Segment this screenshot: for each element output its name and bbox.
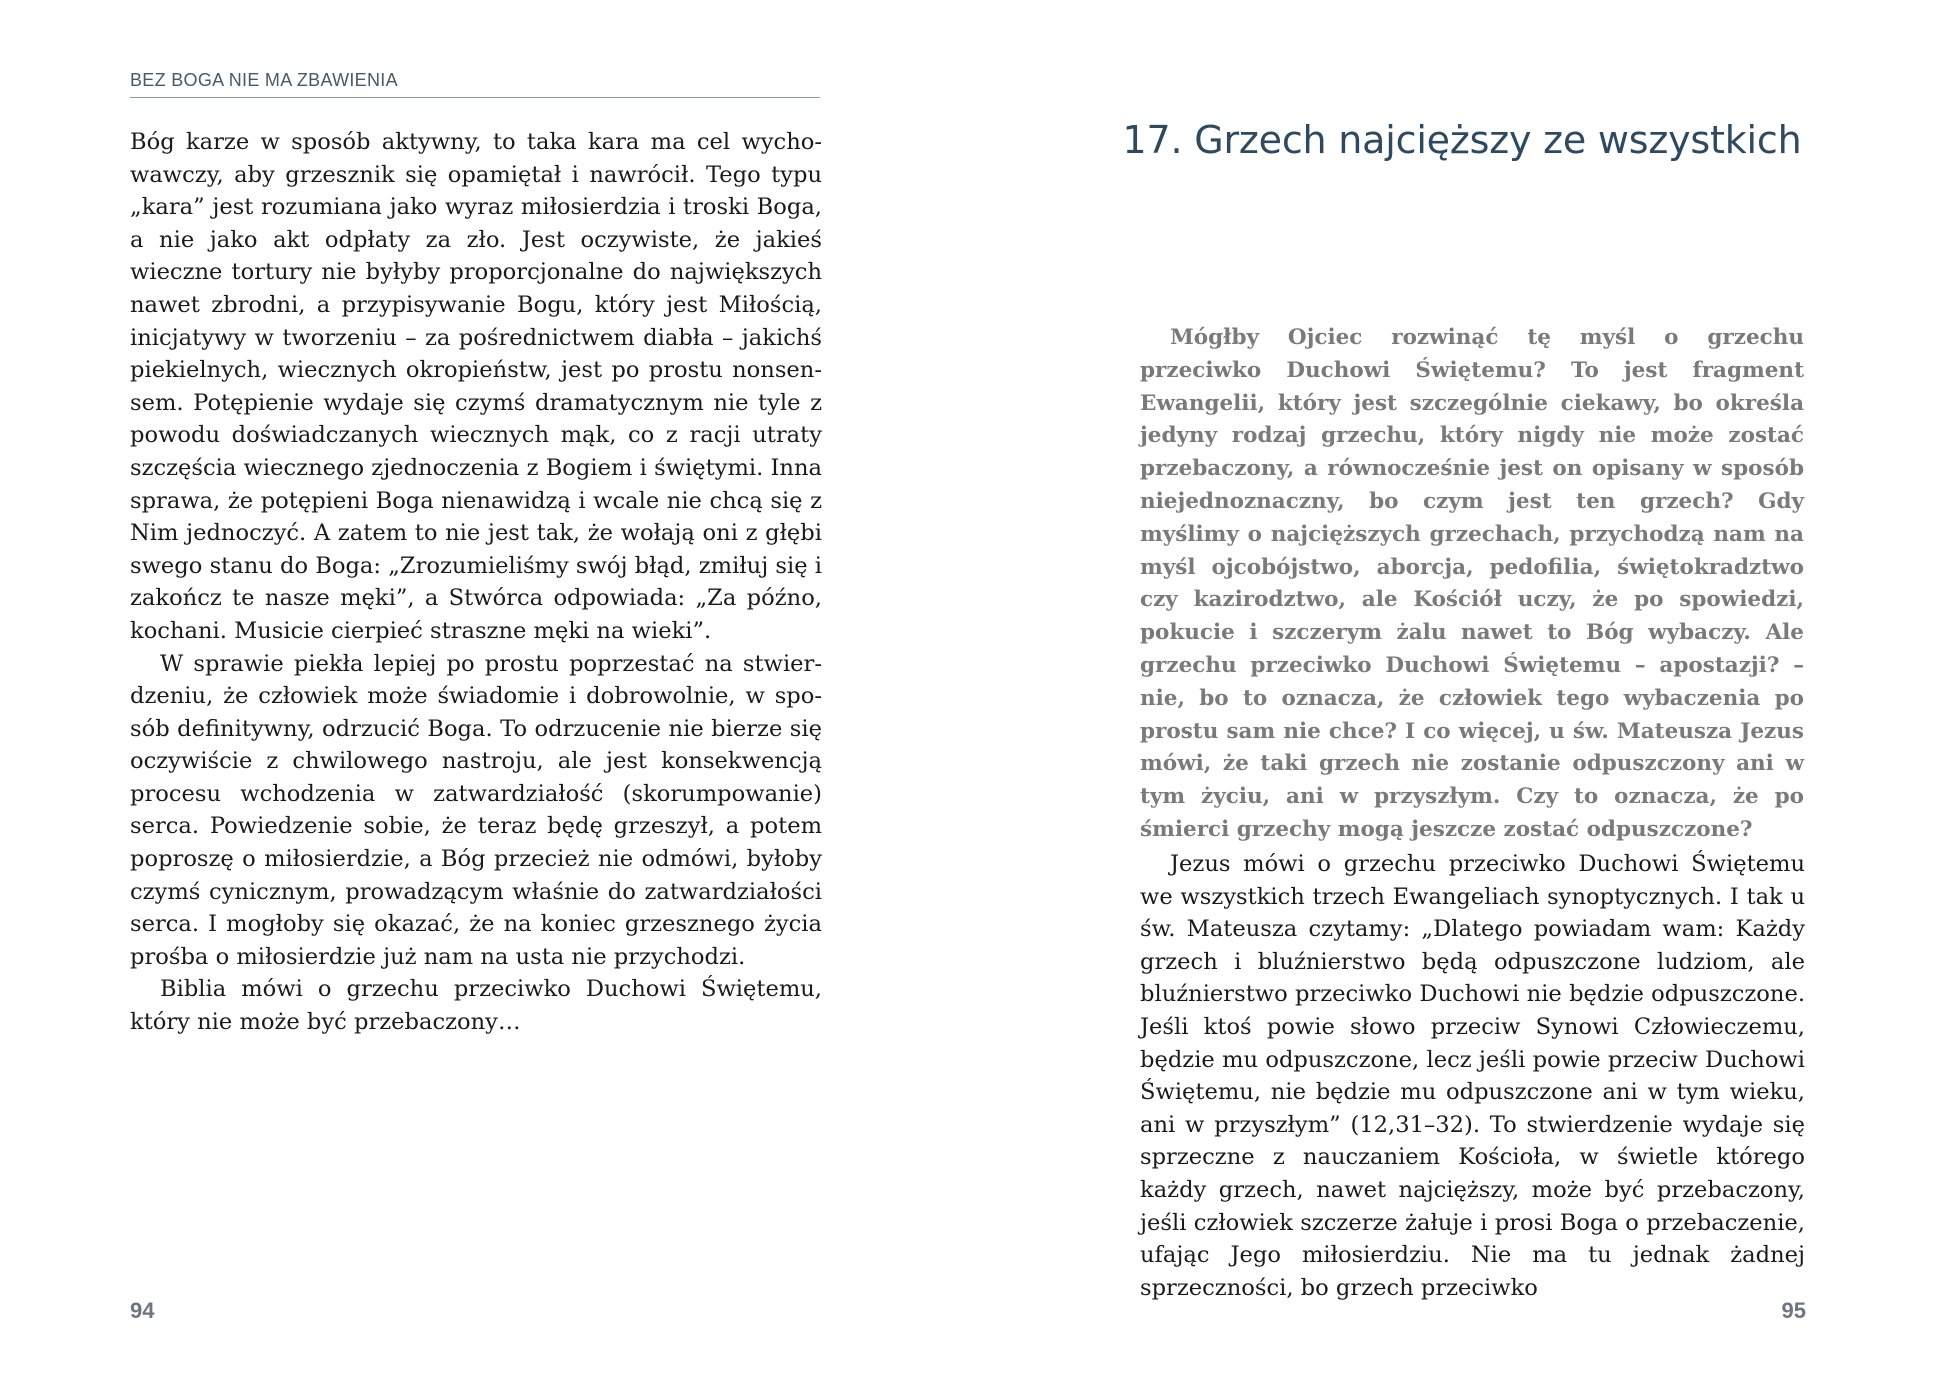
right-body-text <box>1140 848 1805 1304</box>
page-number-left: 94 <box>130 1298 155 1323</box>
interview-question: Mógłby Ojciec rozwinąć tę myśl o grzechu przeciwko Duchowi Świętemu? To jest fragment Ewangelii, który jest szczególnie ciekawy, bo określa jedyny rodzaj grzechu, który nigdy nie może zostać przebaczony, a równocześnie jest on opisany w sposób niejednoznaczny, bo czym jest ten grzech? Gdy myślimy o najcięższych grzechach, przychodzą nam na myśl ojcobójstwo, aborcja, pedofilia, świętokradztwo czy kazirodztwo, ale Kościół uczy, że po spowiedzi, pokucie i szczerym żalu nawet to Bóg wybaczy. Ale grzechu przeciwko Duchowi Świętemu – apostazji? – nie, bo to oznacza, że człowiek tego wybaczenia po prostu sam nie chce? I co więcej, u św. Mateusza Jezus mówi, że taki grzech nie zostanie odpuszczony ani w tym życiu, ani w przyszłym. Czy to oznacza, że po śmierci grzechy mogą jeszcze zostać odpuszczone? <box>1140 325 1804 842</box>
chapter-title: 17. Grzech najcięższy ze wszystkich <box>1122 118 1802 162</box>
paragraph: Bóg karze w sposób aktywny, to taka kara ma cel wychowawczy, aby grzesznik się opamiętał i nawrócił. Tego typu „kara” jest rozumiana jako wyraz miłosierdzia i troski Boga, a nie jako akt odpłaty za zło. Jest oczywiste, że jakieś wieczne tortury nie byłyby proporcjonalne do największych nawet zbrodni, a przypisywanie Bogu, który jest Miłością, inicjatywy w tworzeniu – za pośrednictwem diabła – jakichś piekielnych, wiecznych okropieństw, jest po prostu nonsensem. Potępienie wydaje się czymś dramatycznym nie tyle z powodu doświadczanych wiecznych mąk, co z racji utraty szczęścia wiecznego zjednoczenia z Bogiem i świętymi. Inna sprawa, że potępieni Boga nienawidzą i wcale nie chcą się z Nim jednoczyć. A zatem to nie jest tak, że wołają oni z głębi swego stanu do Boga: „Zrozumieliśmy swój błąd, zmiłuj się i zakończ te nasze męki”, a Stwórca odpowiada: „Za późno, kochani. Musicie cierpieć straszne męki na wieki”. <box>130 129 822 644</box>
paragraph: W sprawie piekła lepiej po prostu poprzestać na stwierdzeniu, że człowiek może świadomie i dobrowolnie, w sposób definitywny, odrzucić Boga. To odrzucenie nie bierze się oczywiście z chwilowego nastroju, ale jest konsekwencją procesu wchodzenia w zatwardziałość (skorumpowanie) serca. Powiedzenie sobie, że teraz będę grzeszył, a potem poproszę o miłosierdzie, a Bóg przecież nie odmówi, byłoby czymś cynicznym, prowadzącym właśnie do zatwardziałości serca. I mogłoby się okazać, że na koniec grzesznego życia prośba o miłosierdzie już nam na usta nie przychodzi. <box>130 650 822 970</box>
answer-paragraph: Jezus mówi o grzechu przeciwko Duchowi Świętemu we wszystkich trzech Ewangeliach synoptycznych. I tak u św. Mateusza czytamy: „Dlatego powiadam wam: Każdy grzech i bluźnierstwo będą odpuszczone ludziom, ale bluźnierstwo przeciwko Duchowi nie będzie odpuszczone. Jeśli ktoś powie słowo przeciw Synowi Człowieczemu, będzie mu odpuszczone, lecz jeśli powie przeciw Duchowi Świętemu, nie będzie mu odpuszczone ani w tym wieku, ani w przyszłym” (12,31–32). To stwierdzenie wydaje się sprzeczne z nauczaniem Kościoła, w świetle którego każdy grzech, nawet najcięższy, może być przebaczony, jeśli człowiek szczerze żałuje i prosi Boga o przebaczenie, ufając Jego miłosierdziu. Nie ma tu jednak żadnej sprzeczności, bo grzech przeciwko <box>1140 851 1805 1301</box>
right-page <box>975 0 1949 1388</box>
running-header: BEZ BOGA NIE MA ZBAWIENIA <box>130 70 820 98</box>
page-number-right: 95 <box>1781 1298 1806 1323</box>
paragraph: Biblia mówi o grzechu przeciwko Duchowi Świętemu, który nie może być przebaczony… <box>130 976 822 1036</box>
left-body-text <box>130 126 822 1039</box>
